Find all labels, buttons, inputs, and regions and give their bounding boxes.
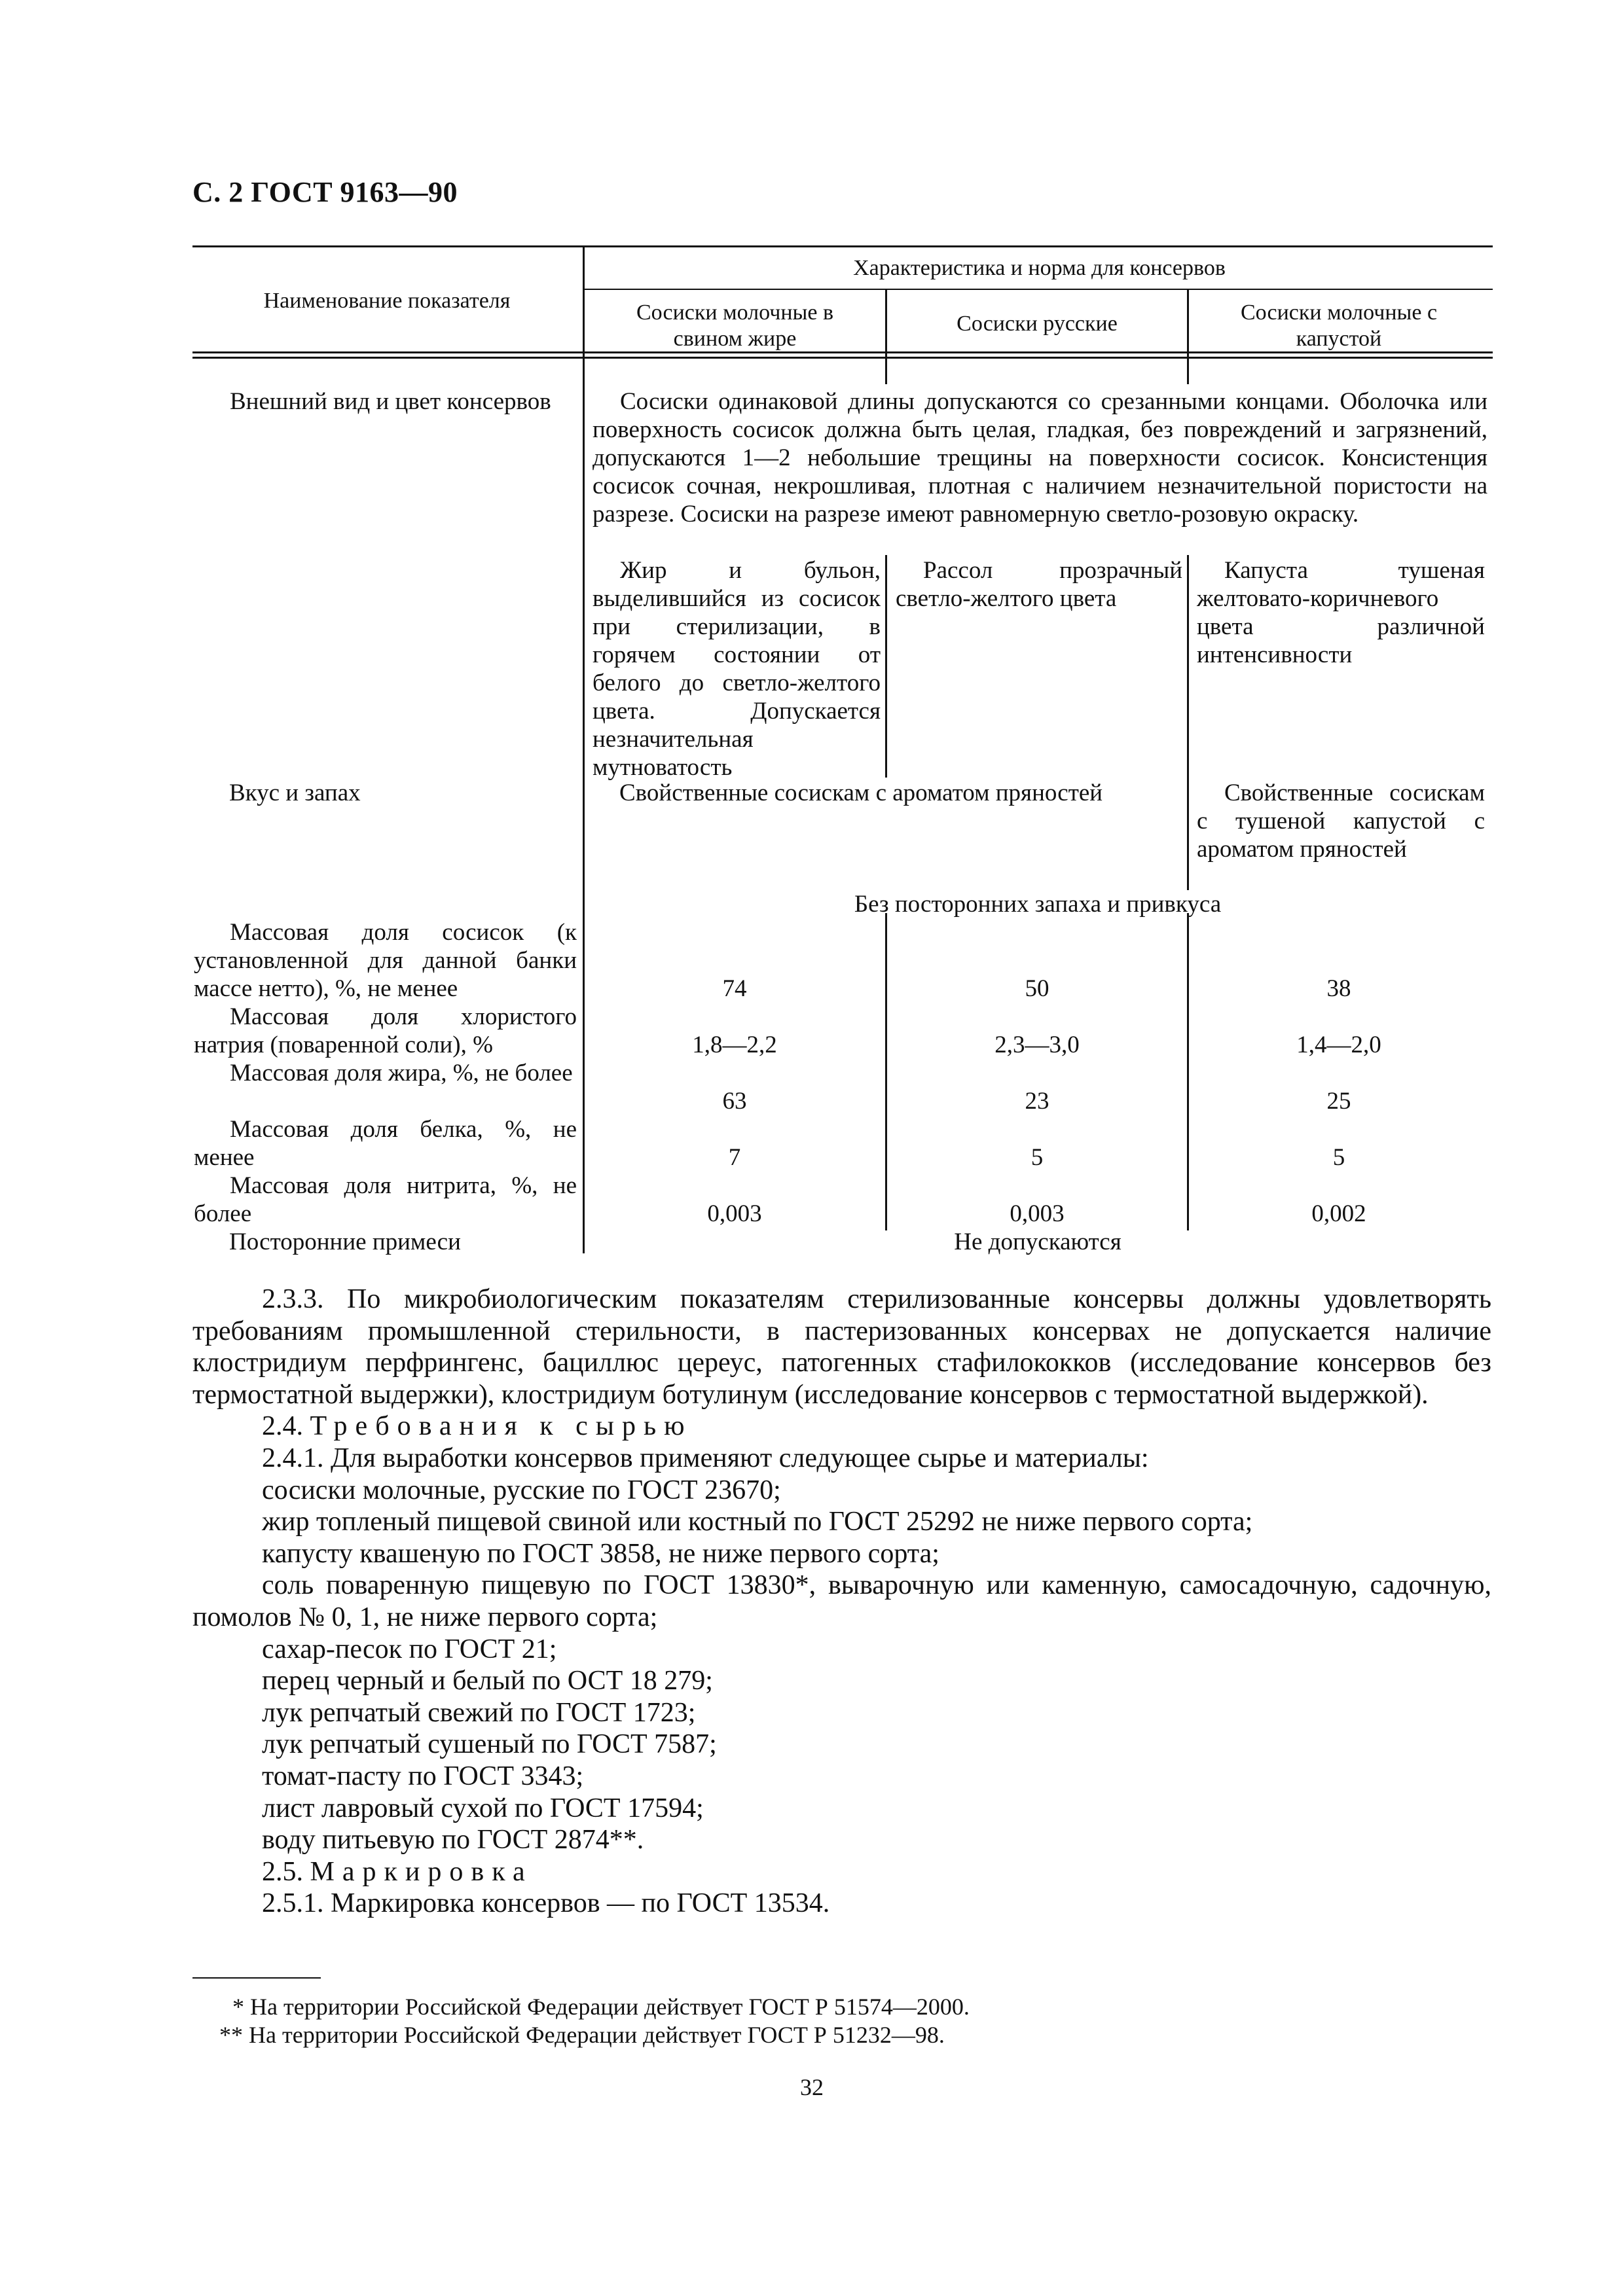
page-header: С. 2 ГОСТ 9163—90 [192,176,458,208]
section-2-5-title: Маркировка [310,1856,533,1887]
value-nitrite-b: 0,003 [1010,1200,1065,1227]
section-2-4-heading [192,1410,1491,1443]
list-item: перец черный и белый по ОСТ 18 279; [262,1666,713,1696]
appearance-col-b: Рассол прозрачный светло-желтого цвета [896,557,1182,612]
page-number: 32 [800,2074,824,2100]
list-item: томат-пасту по ГОСТ 3343; [262,1761,584,1791]
value-nitrite-a: 0,003 [707,1200,762,1227]
table-vline-b-tick [1187,361,1189,384]
value-fat-c: 25 [1326,1088,1351,1115]
section-2-5-heading [192,1856,1491,1888]
paragraph-2-3-3: 2.3.3. По микробиологическим показателям стерилизованные консервы должны удовлетворять требованиям промышленной стерильности, в пастеризованных консервах не допускается наличие клостридиум перфрингенс, бациллюс цереус, патогенных стафилококков (исследование консервов без термостатной выдержки), клостридиум ботулинум (исследование консервов с термостатной выдержкой). [192,1284,1491,1410]
list-item: лук репчатый свежий по ГОСТ 1723; [262,1697,696,1728]
appearance-col-c: Капуста тушеная желтовато-коричневого цвета различной интенсивности [1197,557,1485,668]
row-label-sausage-share: Массовая доля сосисок (к установленной для данной банки массе нетто), %, не менее [194,919,577,1002]
footnote-2: ** На территории Российской Федерации действует ГОСТ Р 51232—98. [219,2022,945,2048]
value-protein-a: 7 [728,1144,741,1171]
list-item: лук репчатый сушеный по ГОСТ 7587; [262,1729,717,1760]
value-fat-b: 23 [1025,1088,1049,1115]
appearance-col-a: Жир и бульон, выделившийся из сосисок при стерилизации, в горячем состоянии от белого до светло-желтого цвета. Допускается незначительная мутноватость [593,557,881,781]
list-item: капусту квашеную по ГОСТ 3858, не ниже первого сорта; [262,1538,939,1569]
value-protein-b: 5 [1030,1144,1044,1171]
paragraph-2-4-1: 2.4.1. Для выработки консервов применяют следующее сырье и материалы: [262,1443,1149,1473]
list-item: соль поваренную пищевую по ГОСТ 13830*, выварочную или каменную, самосадочную, садочную, помолов № 0, 1, не ниже первого сорта; [192,1570,1491,1632]
footnote-1: * На территории Российской Федерации действует ГОСТ Р 51574—2000. [232,1994,970,2020]
value-salt-c: 1,4—2,0 [1296,1031,1381,1058]
column-header-group: Характеристика и норма для консервов [853,256,1226,280]
body-text [192,1283,1491,1920]
value-sausage-c: 38 [1326,975,1351,1002]
table-vline-a-appearance [885,555,887,778]
table-header-rule-2 [192,357,1493,359]
row-label-taste: Вкус и запах [229,780,361,806]
table-vline-a-header [885,289,887,361]
section-2-4-number: 2.4. [262,1411,303,1442]
value-nitrite-c: 0,002 [1311,1200,1366,1227]
column-header-parameter: Наименование показателя [263,289,511,313]
table-vline-b-appearance [1187,555,1189,778]
section-2-5-number: 2.5. [262,1856,303,1887]
table-vline-b-header [1187,289,1189,361]
row-label-impurities: Посторонние примеси [229,1229,461,1255]
column-header-c: Сосиски молочные с капустой [1240,300,1438,351]
value-protein-c: 5 [1332,1144,1345,1171]
paragraph-2-5-1: 2.5.1. Маркировка консервов — по ГОСТ 13534. [262,1888,830,1919]
table-vline-b-values [1187,913,1189,1230]
taste-cols-ab: Свойственные сосискам с ароматом пряностей [619,780,1103,806]
footnote-rule [192,1977,321,1979]
appearance-common-text: Сосиски одинаковой длины допускаются со срезанными концами. Оболочка или поверхность сосисок должна быть целая, гладкая, без повреждений и загрязнений, допускаются 1—2 небольшие трещины на поверхности сосисок. Консистенция сосисок сочная, некрошливая, плотная с наличием незначительной пористости на разрезе. Сосиски на разрезе имеют равномерную светло-розовую окраску. [593,388,1487,528]
row-label-fat-share: Массовая доля жира, %, не более [230,1060,573,1086]
column-header-a: Сосиски молочные в свином жире [636,300,834,351]
taste-col-c: Свойственные сосискам с тушеной капустой с ароматом пряностей [1197,780,1485,863]
value-salt-b: 2,3—3,0 [994,1031,1080,1058]
table-top-rule [192,245,1493,247]
table-group-rule [583,289,1493,290]
row-label-nitrite-share: Массовая доля нитрита, %, не более [194,1172,577,1227]
list-item: воду питьевую по ГОСТ 2874**. [262,1825,644,1856]
list-item: лист лавровый сухой по ГОСТ 17594; [262,1793,704,1823]
list-item: сахар-песок по ГОСТ 21; [262,1634,557,1664]
value-sausage-b: 50 [1025,975,1049,1002]
value-salt-a: 1,8—2,2 [692,1031,777,1058]
row-label-salt-share: Массовая доля хлористого натрия (поваренной соли), % [194,1003,577,1058]
list-item: жир топленый пищевой свиной или костный по ГОСТ 25292 не ниже первого сорта; [262,1507,1253,1537]
taste-common: Без посторонних запаха и привкуса [854,891,1222,918]
row-label-protein-share: Массовая доля белка, %, не менее [194,1116,577,1171]
list-item: сосиски молочные, русские по ГОСТ 23670; [262,1475,781,1505]
row-label-appearance: Внешний вид и цвет консервов [230,388,551,415]
section-2-4-title: Требования к сырью [310,1411,693,1442]
value-sausage-a: 74 [722,975,747,1002]
table-vline-b-taste [1187,778,1189,890]
table-vline-a-tick [885,361,887,384]
table-vline-a-values [885,913,887,1230]
value-impurities: Не допускаются [954,1229,1122,1255]
column-header-b: Сосиски русские [957,312,1118,336]
value-fat-a: 63 [722,1088,747,1115]
